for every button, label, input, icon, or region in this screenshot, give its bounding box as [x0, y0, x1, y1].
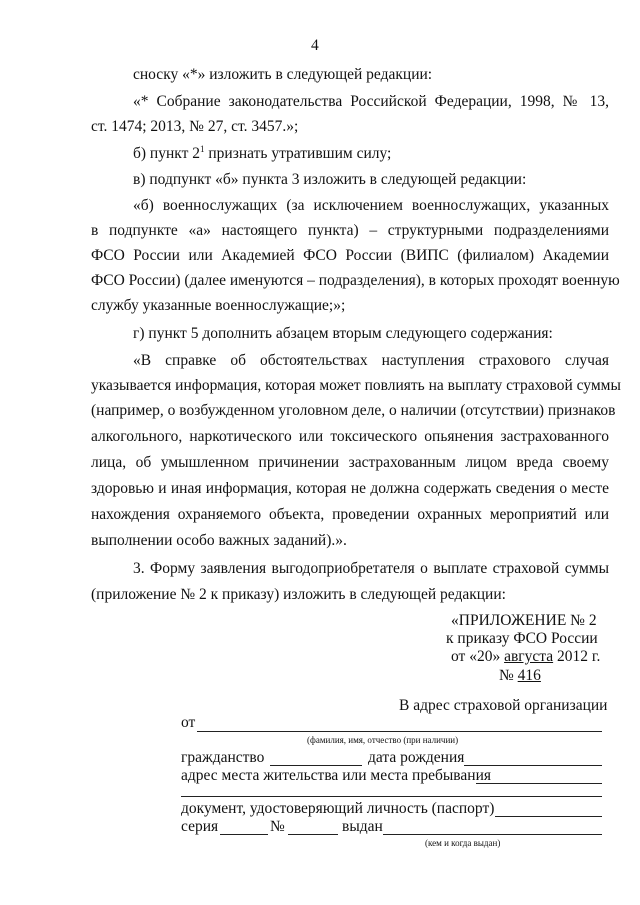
item-b-text: б) пункт 2	[133, 145, 200, 162]
paragraph-subitem-b-line3: ФСО России или Академией ФСО России (ВИПС (филиалом) Академии	[91, 247, 609, 264]
appendix-date-day: от «20»	[451, 648, 501, 665]
paragraph-footnote-intro: сноску «*» изложить в следующей редакции:	[133, 66, 433, 83]
form-series-label: серия	[181, 818, 219, 835]
form-from-label: от	[181, 714, 196, 731]
form-residence-label: адрес места жительства или места пребывания	[181, 767, 491, 784]
paragraph-subitem-b-line2: в подпункте «а» настоящего пункта) – структурными подразделениями	[91, 222, 609, 239]
paragraph-item-v: в) подпункт «б» пункта 3 изложить в следующей редакции:	[133, 171, 527, 188]
appendix-date	[451, 648, 600, 666]
form-document-field[interactable]	[495, 816, 602, 817]
page-number: 4	[311, 37, 319, 54]
paragraph-quote-line2: указывается информация, которая может повлиять на выплату страховой суммы	[91, 377, 621, 394]
appendix-order-ref: к приказу ФСО России	[446, 630, 598, 647]
form-document-label: документ, удостоверяющий личность (паспорт)	[181, 800, 495, 817]
paragraph-subitem-b-line5: службу указанные военнослужащие;»;	[91, 297, 346, 314]
form-residence-field-line2[interactable]	[181, 796, 602, 797]
paragraph-quote-line5: лица, об умышленном причинении застрахованным лицом вреда своему	[91, 454, 609, 471]
paragraph-subitem-b-line4: ФСО России) (далее именуются – подразделения), в которых проходят военную	[91, 272, 620, 289]
item-b-text-rest: признать утратившим силу;	[204, 145, 392, 162]
form-from-field[interactable]	[197, 731, 602, 732]
appendix-date-year: 2012 г.	[556, 648, 601, 665]
appendix-number-sign: №	[499, 667, 514, 684]
form-issued-hint: (кем и когда выдан)	[425, 838, 501, 848]
appendix-number	[499, 667, 541, 685]
form-citizenship-field[interactable]	[270, 765, 362, 766]
form-number-label: №	[270, 818, 285, 835]
paragraph-quote-line7: нахождения охраняемого объекта, проведении охранных мероприятий или	[91, 506, 609, 523]
form-number-field[interactable]	[288, 834, 338, 835]
item-b-superscript: 1	[200, 143, 205, 154]
paragraph-item-b	[133, 145, 391, 163]
paragraph-quote-line3: (например, о возбужденном уголовном деле, о наличии (отсутствии) признаков	[91, 402, 616, 419]
appendix-date-month: августа	[504, 648, 554, 665]
form-from-hint: (фамилия, имя, отчество (при наличии)	[307, 735, 459, 745]
paragraph-footnote-text: «* Собрание законодательства Российской Федерации, 1998, № 13,	[133, 93, 609, 110]
form-birthdate-field[interactable]	[464, 765, 602, 766]
paragraph-subitem-b-line1: «б) военнослужащих (за исключением военнослужащих, указанных	[133, 197, 609, 214]
paragraph-item-3-line2: (приложение № 2 к приказу) изложить в следующей редакции:	[91, 586, 506, 603]
form-birthdate-label: дата рождения	[368, 749, 465, 766]
paragraph-quote-line6: здоровью и иная информация, которая не должна содержать сведения о месте	[91, 480, 609, 497]
form-series-field[interactable]	[220, 834, 268, 835]
paragraph-quote-line1: «В справке об обстоятельствах наступления страхового случая	[133, 352, 609, 369]
form-issued-label: выдан	[342, 818, 383, 835]
paragraph-quote-line4: алкогольного, наркотического или токсического опьянения застрахованного	[91, 428, 609, 445]
form-address-to: В адрес страховой организации	[399, 697, 608, 714]
form-issued-field[interactable]	[383, 834, 602, 835]
appendix-number-value: 416	[517, 667, 541, 684]
paragraph-footnote-text-cont: ст. 1474; 2013, № 27, ст. 3457.»;	[91, 118, 299, 135]
form-citizenship-label: гражданство	[181, 749, 265, 766]
paragraph-item-3-line1: 3. Форму заявления выгодоприобретателя о выплате страховой суммы	[133, 560, 609, 577]
paragraph-quote-line8: выполнении особо важных заданий).».	[91, 532, 347, 549]
appendix-title: «ПРИЛОЖЕНИЕ № 2	[451, 612, 597, 629]
paragraph-item-g: г) пункт 5 дополнить абзацем вторым следующего содержания:	[133, 325, 553, 342]
form-residence-field[interactable]	[476, 783, 602, 784]
